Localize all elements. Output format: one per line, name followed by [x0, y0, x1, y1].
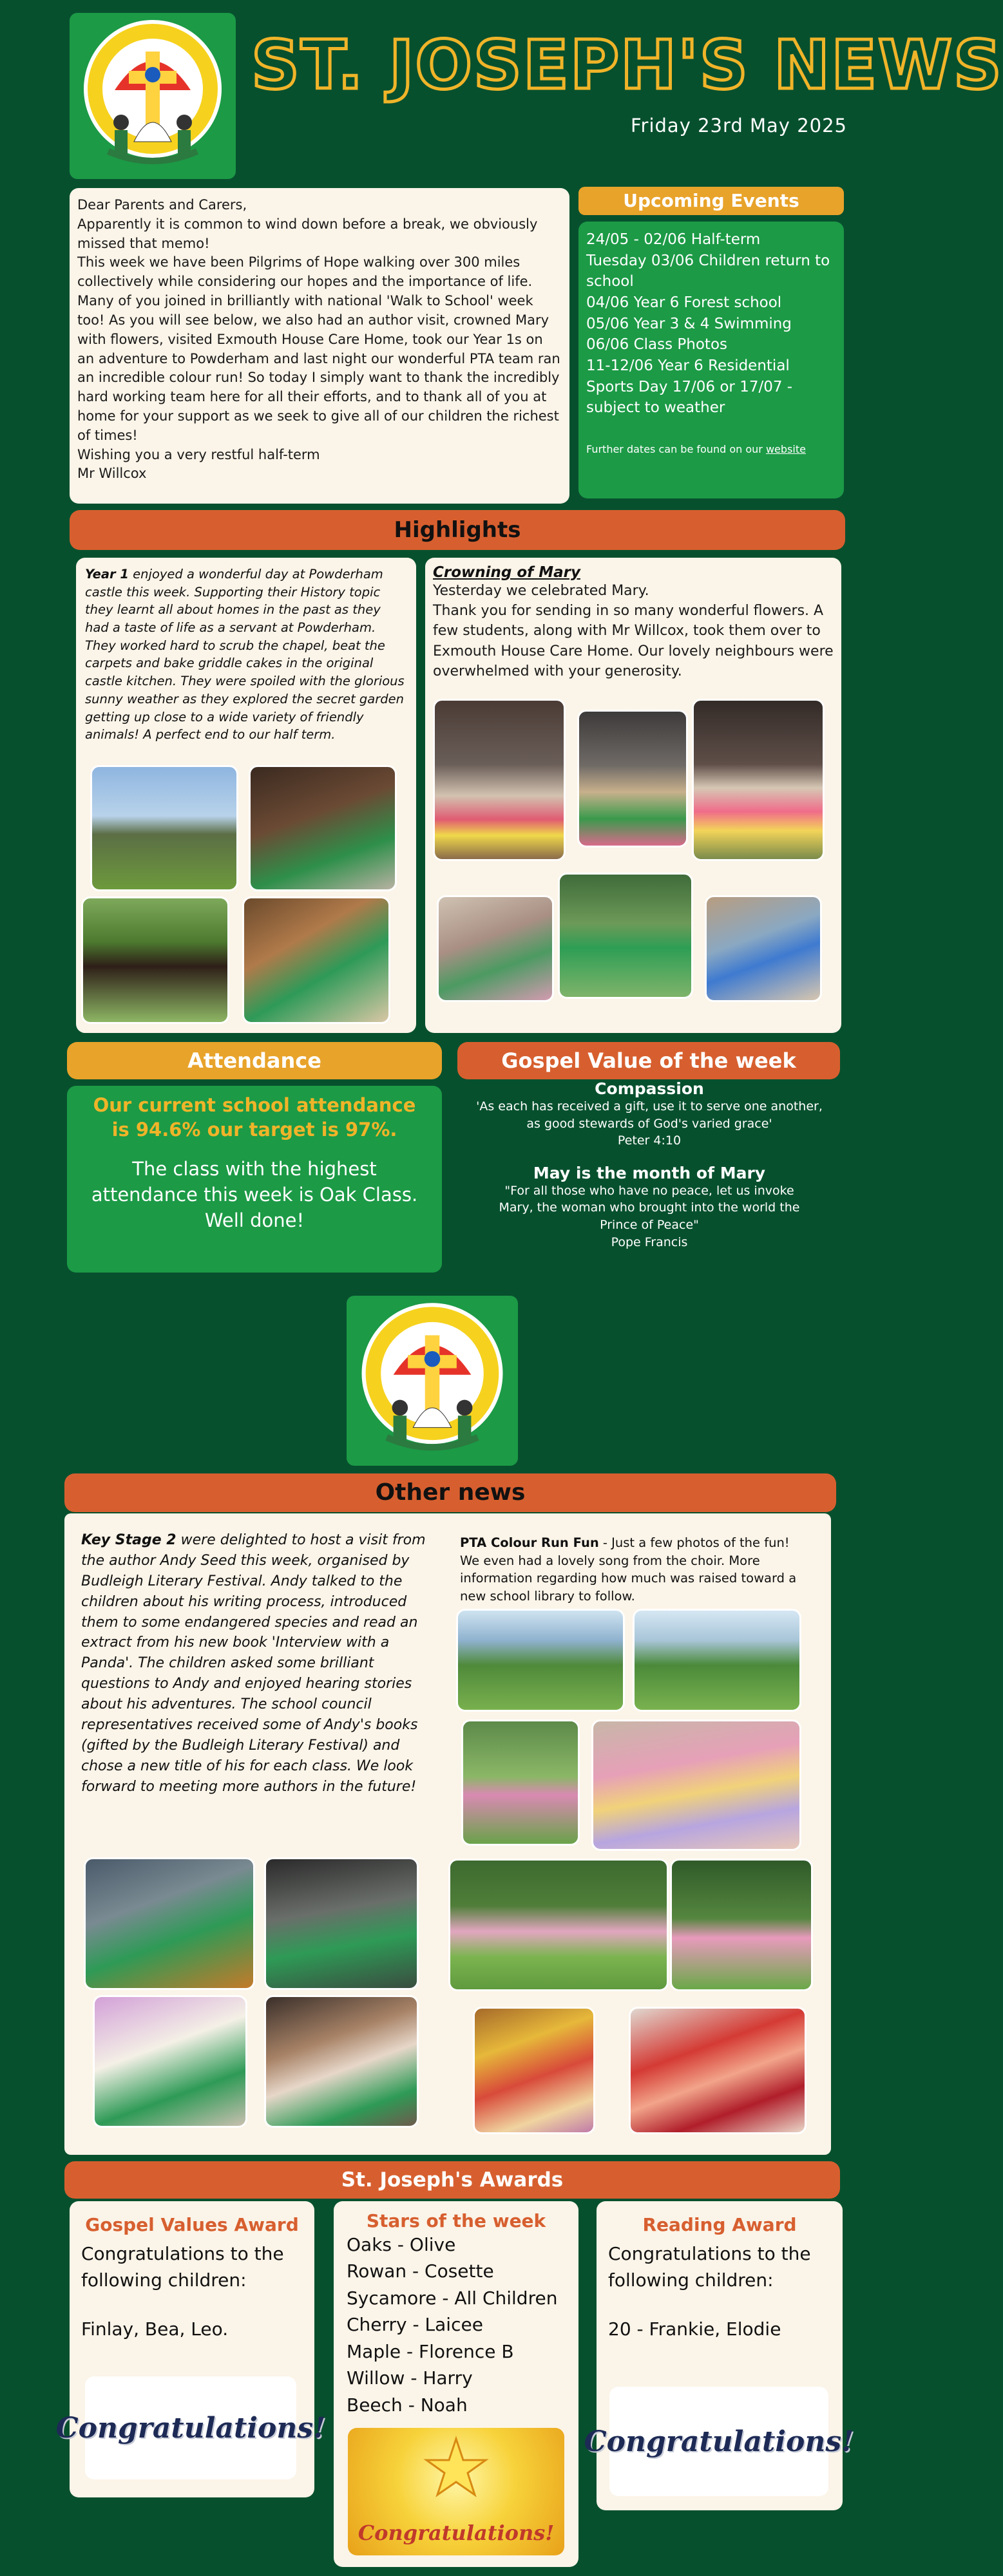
- photo-colour-run-3: [461, 1719, 580, 1846]
- year1-lead: Year 1: [85, 567, 129, 582]
- photo-flowers-altar-2: [692, 699, 825, 861]
- star-item: Rowan - Cosette: [347, 2260, 494, 2282]
- year1-body: enjoyed a wonderful day at Powderham castle this week. Supporting their History topic they learnt all about homes in the past as they had a taste of life as a servant at Powderham. They worked hard to scrub the chapel, beat the carpets and bake griddle cakes in the original castle kitchen. They were spoiled with the glorious sunny weather as they explored the secret garden getting up close to a wide variety of friendly animals! A perfect end to our half term.: [85, 567, 405, 743]
- ks2-lead: Key Stage 2: [81, 1532, 177, 1548]
- pta-text: [460, 1534, 801, 1605]
- photo-children-garden: [558, 873, 693, 999]
- photo-colour-run-4: [670, 1859, 813, 1991]
- events-heading: Upcoming Events: [578, 187, 844, 215]
- pta-body: - Just a few photos of the fun! We even had a lovely song from the choir. More information regarding how much was raised toward a new school library to follow.: [460, 1535, 797, 1604]
- photo-castle-lawn: [90, 765, 238, 891]
- gospel-section: [451, 1079, 848, 1279]
- attendance-heading: Attendance: [67, 1042, 442, 1079]
- star-item: Maple - Florence B: [347, 2340, 514, 2362]
- star-item: Beech - Noah: [347, 2394, 468, 2416]
- ks2-text: [81, 1530, 429, 1797]
- event-item: Sports Day 17/06 or 17/07 - subject to weather: [586, 378, 793, 417]
- crowning-heading: Crowning of Mary: [433, 564, 580, 581]
- gospel-heading: Gospel Value of the week: [457, 1042, 840, 1079]
- letter-paragraph: Wishing you a very restful half-term: [77, 446, 320, 462]
- school-logo-middle: [347, 1296, 518, 1466]
- event-item: 06/06 Class Photos: [586, 336, 728, 354]
- gospel-award-intro: Congratulations to the following children:: [81, 2243, 284, 2291]
- reading-award-title: Reading Award: [642, 2214, 797, 2235]
- letter-paragraph: This week we have been Pilgrims of Hope walking over 300 miles collectively while considering our hopes and the importance of life. Many of you joined in brilliantly with national 'Walk to School' week too! As you will see below, we also had an author visit, crowned Mary with flowers, visited Exmouth House Care Home, took our Year 1s on an adventure to Powderham and last night our wonderful PTA team ran an incredible colour run! So today I simply want to thank the incredibly hard working team here for all their efforts, and to thank all of you at home for your support as we seek to give all of our children the richest of times!: [77, 254, 560, 443]
- star-item: Oaks - Olive: [347, 2234, 456, 2255]
- ks2-body: were delighted to host a visit from the author Andy Seed this week, organised by Budleigh Literary Festival. Andy talked to the children about his writing process, introduced them to some endangered species and read an extract from his new book 'Interview with a Panda'. The children asked some brilliant questions to Andy and enjoyed hearing stories about his adventures. The school council representatives received some of Andy's books (gifted by the Budleigh Literary Festival) and chose a new title of his for each class. We look forward to meeting more authors in the future!: [81, 1532, 426, 1795]
- event-item: Tuesday 03/06 Children return to school: [586, 252, 830, 290]
- attendance-card: [67, 1086, 442, 1273]
- gospel-value-title: Compassion: [595, 1079, 704, 1098]
- photo-colour-run-paint-2: [629, 2007, 807, 2134]
- star-congratulations-badge: [348, 2428, 564, 2555]
- gospel-award-title: Gospel Values Award: [85, 2214, 299, 2235]
- pta-section: [460, 1534, 801, 1605]
- photo-author-talk: [84, 1857, 255, 1990]
- letter-signoff: Mr Willcox: [77, 466, 147, 482]
- highlights-heading: Highlights: [70, 510, 845, 550]
- photo-griddle-cakes: [242, 896, 390, 1024]
- letter-greeting: Dear Parents and Carers,: [77, 197, 247, 213]
- photo-colour-run-paint-1: [473, 2007, 595, 2134]
- awards-heading: St. Joseph's Awards: [64, 2161, 840, 2199]
- event-item: 05/06 Year 3 & 4 Swimming: [586, 315, 792, 332]
- photo-colour-run-field: [448, 1859, 669, 1991]
- events-footer-text: Further dates can be found on our: [586, 442, 763, 455]
- crowning-line: Yesterday we celebrated Mary.: [433, 583, 649, 599]
- photo-resident-flowers: [705, 895, 822, 1002]
- stars-title: Stars of the week: [366, 2210, 546, 2231]
- ks2-section: [81, 1530, 429, 1797]
- gospel-ref: Peter 4:10: [617, 1133, 682, 1148]
- month-ref: Pope Francis: [611, 1235, 688, 1249]
- school-logo-top: [70, 13, 236, 179]
- gospel-award-names: Finlay, Bea, Leo.: [81, 2318, 229, 2340]
- attendance-current: Our current school attendance is 94.6% our target is 97%.: [93, 1094, 416, 1141]
- crowning-line: Thank you for sending in so many wonderful flowers. A few students, along with Mr Willcox, took them over to Exmouth House Care Home. Our lovely neighbours were overwhelmed with your generosity.: [433, 603, 834, 679]
- year1-text: [85, 565, 407, 744]
- attendance-highest: The class with the highest attendance this week is Oak Class. Well done!: [91, 1158, 418, 1232]
- congratulations-badge: Congratulations!: [85, 2376, 296, 2479]
- photo-flowers-altar-1: [433, 699, 566, 861]
- other-news-heading: Other news: [64, 1473, 836, 1512]
- photo-horse: [81, 896, 229, 1024]
- star-icon: [424, 2436, 488, 2500]
- website-link[interactable]: website: [765, 442, 806, 455]
- star-item: Willow - Harry: [347, 2367, 473, 2389]
- month-title: May is the month of Mary: [533, 1163, 766, 1182]
- congratulations-badge: Congratulations!: [609, 2387, 828, 2496]
- newsletter-date: Friday 23rd May 2025: [630, 115, 847, 137]
- month-quote: "For all those who have no peace, let us invoke Mary, the woman who brought into the world the Prince of Peace": [499, 1183, 800, 1232]
- star-item: Sycamore - All Children: [347, 2287, 558, 2309]
- school-crest-icon: [70, 13, 236, 179]
- event-item: 24/05 - 02/06 Half-term: [586, 231, 761, 248]
- headteacher-letter: [70, 188, 569, 504]
- gospel-quote: 'As each has received a gift, use it to serve one another, as good stewards of God's varied grace': [476, 1099, 823, 1131]
- pta-lead: PTA Colour Run Fun: [460, 1535, 599, 1550]
- newsletter-title: ST. JOSEPH'S NEWS: [251, 26, 1003, 104]
- star-item: Cherry - Laicee: [347, 2314, 483, 2336]
- photo-colour-run-crowd: [591, 1719, 801, 1851]
- event-item: 04/06 Year 6 Forest school: [586, 294, 782, 311]
- photo-colour-run-2: [633, 1609, 801, 1712]
- photo-children-stairs: [249, 765, 397, 891]
- photo-author-books-2: [264, 1995, 419, 2128]
- reading-award-names: 20 - Frankie, Elodie: [608, 2318, 781, 2340]
- photo-colour-run-1: [456, 1609, 625, 1712]
- photo-care-home-visit: [437, 895, 554, 1002]
- letter-paragraph: Apparently it is common to wind down before a break, we obviously missed that memo!: [77, 216, 538, 251]
- school-crest-icon: [347, 1296, 518, 1466]
- photo-mary-statue: [577, 710, 688, 848]
- star-badge-text: Congratulations!: [358, 2521, 555, 2545]
- events-card: [578, 222, 844, 498]
- photo-author-books-1: [93, 1995, 247, 2128]
- event-item: 11-12/06 Year 6 Residential: [586, 357, 790, 374]
- reading-award-intro: Congratulations to the following children:: [608, 2243, 811, 2291]
- photo-author-class: [264, 1857, 419, 1990]
